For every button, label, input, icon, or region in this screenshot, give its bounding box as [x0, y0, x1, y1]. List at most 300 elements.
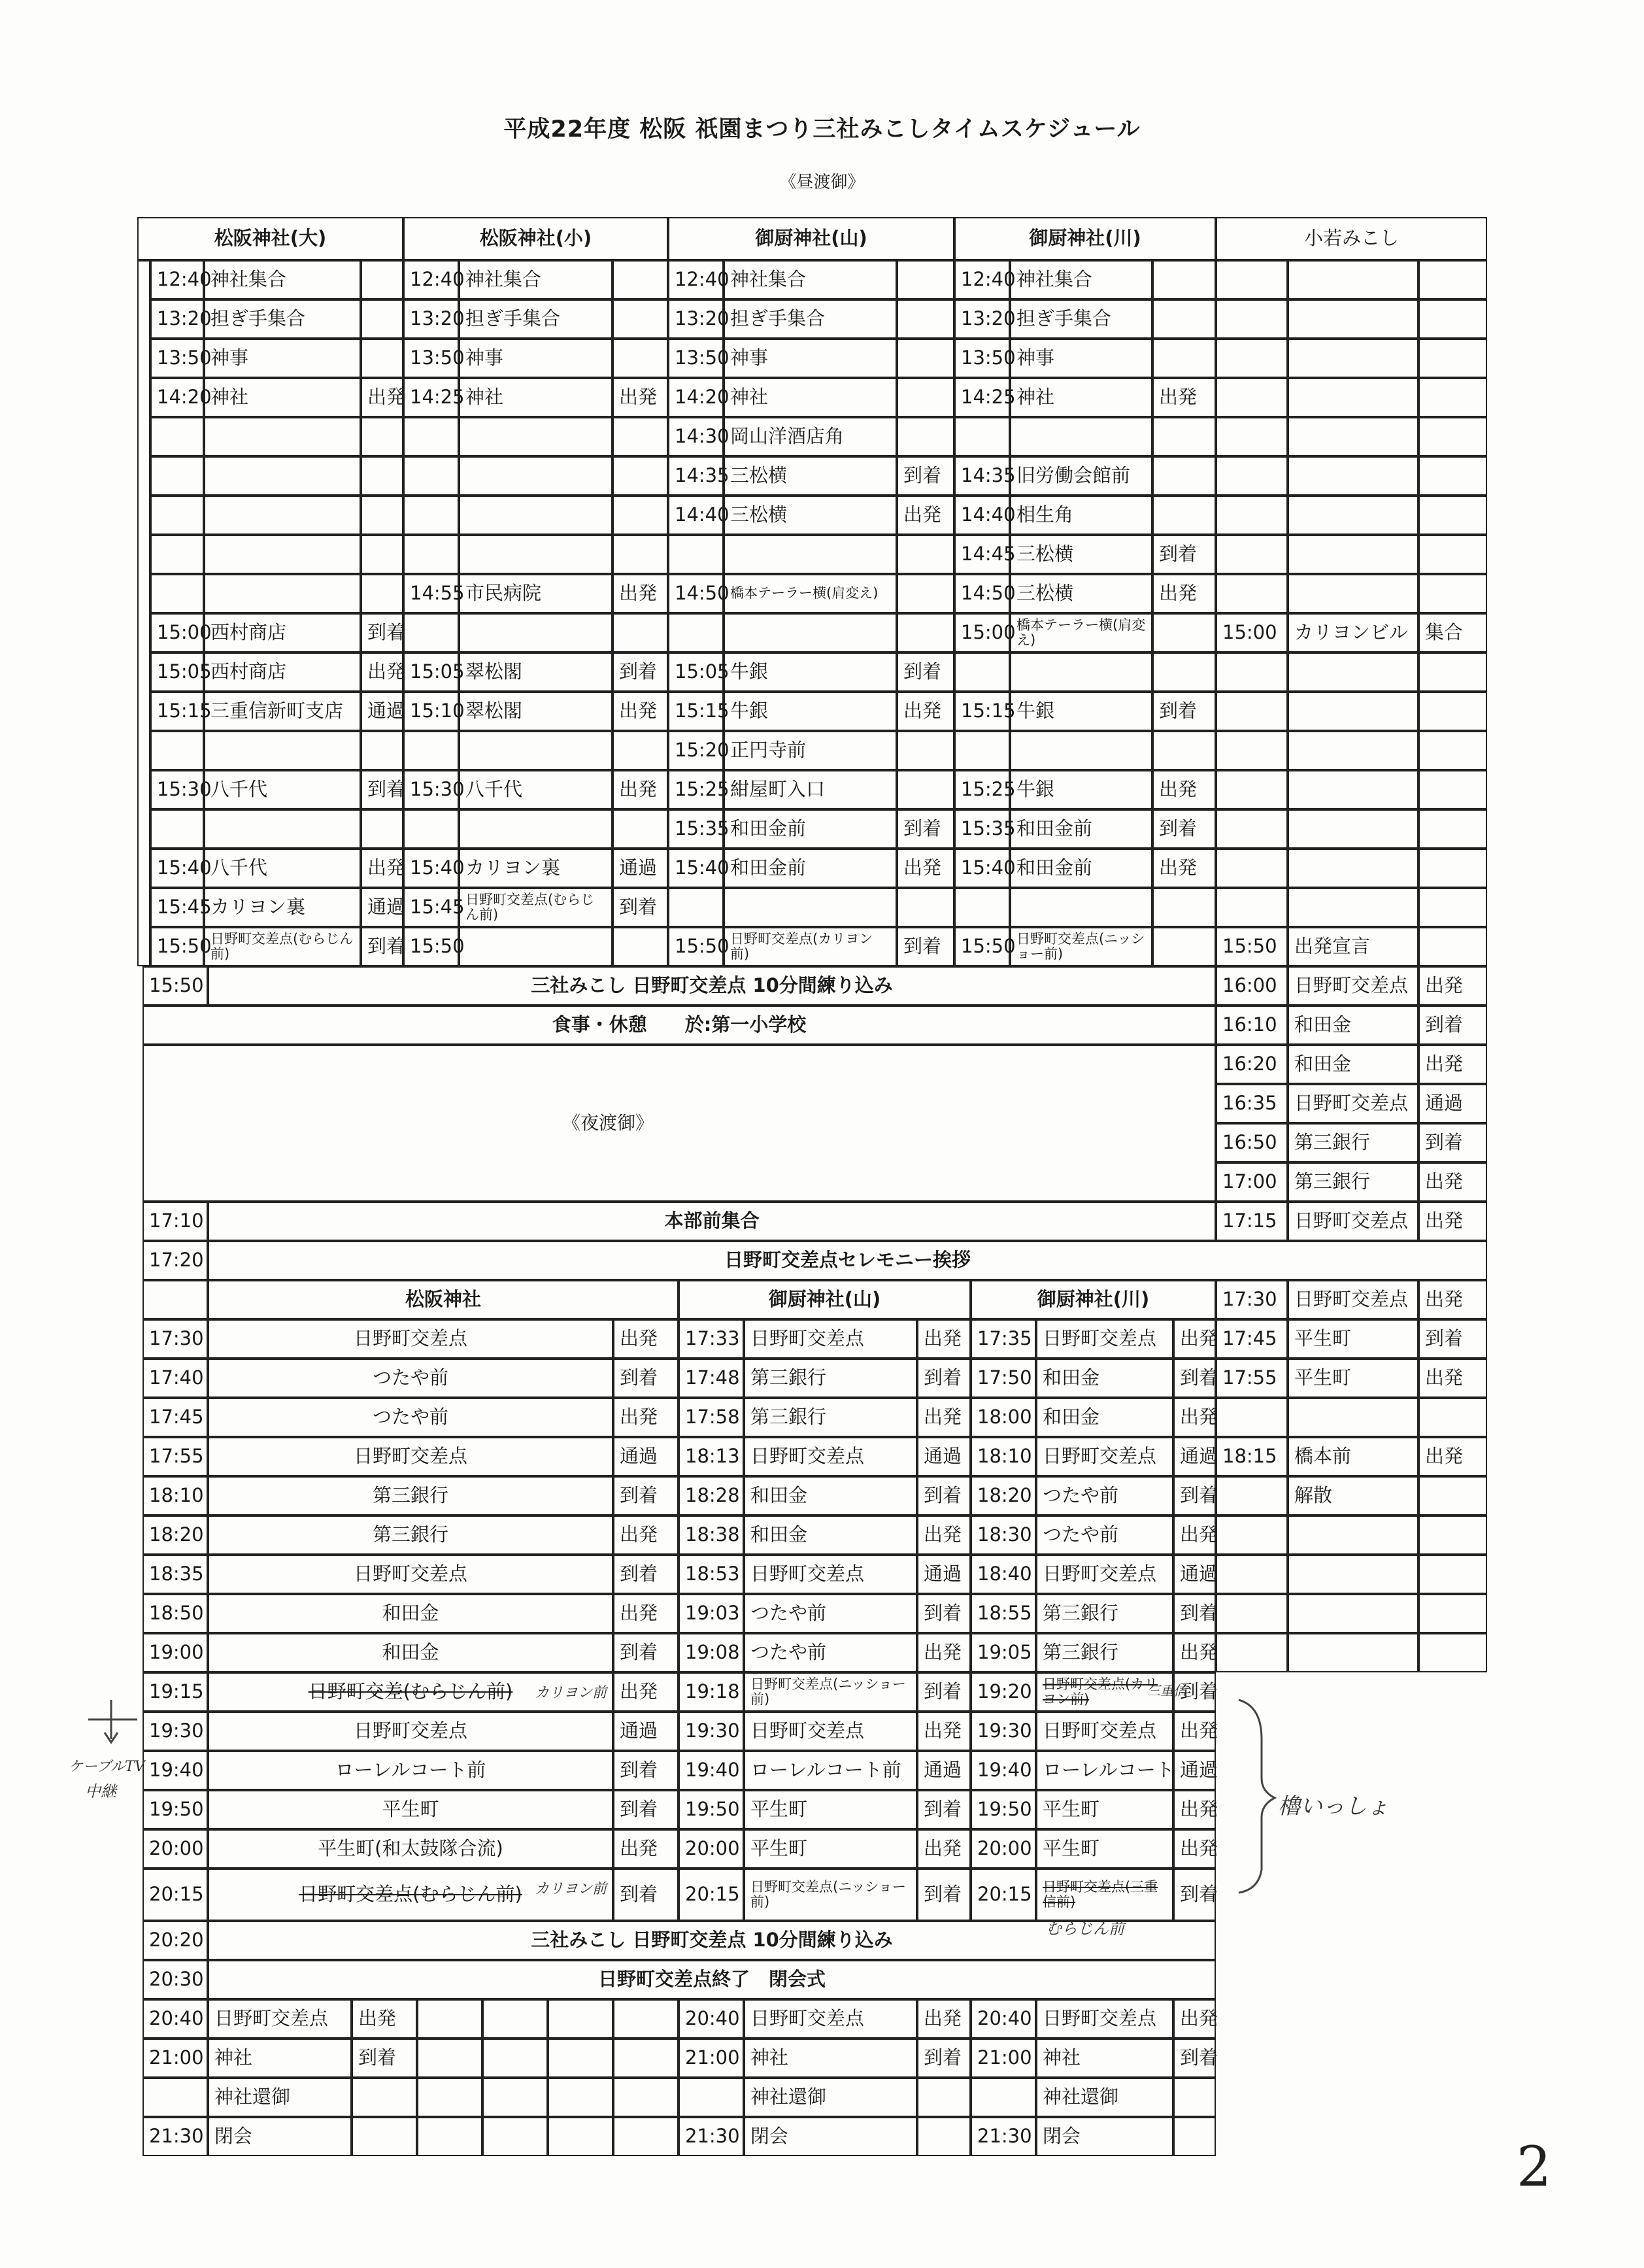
schedule-cell: 出発 — [352, 1999, 417, 2039]
schedule-cell: 17:30 — [143, 1319, 208, 1359]
schedule-cell: 集合 — [1418, 613, 1487, 652]
schedule-cell: 20:40 — [143, 1999, 208, 2039]
schedule-cell: 21:00 — [679, 2039, 744, 2078]
schedule-cell: 牛銀 — [724, 652, 897, 692]
schedule-cell: 19:40 — [143, 1751, 208, 1790]
schedule-cell: 日野町交差点 — [1036, 1555, 1173, 1594]
night-header-mikuriya-yama: 御厨神社(山) — [679, 1280, 971, 1319]
schedule-cell: 15:25 — [668, 770, 724, 809]
schedule-cell: 出発 — [917, 1999, 971, 2039]
schedule-cell: 15:35 — [668, 809, 724, 849]
banner-ceremony: 日野町交差点セレモニー挨拶 — [208, 1241, 1487, 1280]
schedule-cell: 和田金 — [208, 1633, 613, 1672]
schedule-cell: 14:30 — [668, 417, 724, 456]
banner-honbu-gather: 本部前集合 — [208, 1202, 1216, 1241]
schedule-cell: 15:50 — [1216, 927, 1288, 966]
schedule-cell: 19:20 — [971, 1672, 1036, 1712]
schedule-cell: 出発 — [1173, 1398, 1216, 1437]
schedule-cell: 和田金 — [208, 1594, 613, 1633]
handwritten-kariyon-1: カリヨン前 — [535, 1685, 607, 1701]
schedule-cell: 通過 — [917, 1437, 971, 1476]
schedule-cell: 橋本前 — [1288, 1437, 1418, 1476]
schedule-cell: 神事 — [724, 339, 897, 378]
schedule-cell: 三松横 — [724, 456, 897, 496]
schedule-cell: 日野町交差点 — [1288, 1280, 1418, 1319]
schedule-cell: 和田金 — [744, 1476, 917, 1515]
schedule-cell: 正円寺前 — [724, 731, 897, 770]
schedule-cell: 17:45 — [143, 1398, 208, 1437]
schedule-cell: 日野町交差点 — [208, 1319, 613, 1359]
schedule-cell: 20:30 — [143, 1960, 208, 1999]
schedule-cell: 和田金 — [744, 1515, 917, 1555]
schedule-cell: 担ぎ手集合 — [459, 299, 612, 339]
schedule-cell: 神社 — [208, 2039, 352, 2078]
schedule-cell: 日野町交差点(ニッショー前) — [744, 1672, 917, 1712]
schedule-cell: 出発 — [612, 692, 668, 731]
schedule-cell: 15:40 — [150, 849, 204, 888]
schedule-cell: 13:50 — [150, 339, 204, 378]
schedule-cell: 和田金 — [1288, 1045, 1418, 1084]
schedule-cell: 15:10 — [403, 692, 459, 731]
schedule-cell: 解散 — [1288, 1476, 1418, 1515]
schedule-cell: 日野町交差点(カリヨン前) — [1036, 1672, 1173, 1712]
schedule-cell: 14:35 — [668, 456, 724, 496]
schedule-cell: 神社 — [1010, 378, 1152, 417]
schedule-cell: 日野町交差点(カリヨン前) — [724, 927, 897, 966]
schedule-cell: 15:50 — [143, 966, 208, 1006]
schedule-cell: 18:20 — [143, 1515, 208, 1555]
schedule-cell: 出発 — [1173, 1999, 1216, 2039]
schedule-cell: 出発 — [613, 1672, 679, 1712]
schedule-cell: 19:08 — [679, 1633, 744, 1672]
schedule-cell: 14:25 — [403, 378, 459, 417]
schedule-cell: 14:40 — [668, 496, 724, 535]
schedule-cell: つたや前 — [1036, 1515, 1173, 1555]
schedule-cell: 到着 — [1173, 2039, 1216, 2078]
schedule-cell: カリヨン裏 — [459, 849, 612, 888]
schedule-cell: 到着 — [917, 2039, 971, 2078]
schedule-cell: 出発 — [612, 574, 668, 613]
schedule-cell: 18:55 — [971, 1594, 1036, 1633]
schedule-cell: 13:20 — [150, 299, 204, 339]
schedule-cell: 17:10 — [143, 1202, 208, 1241]
schedule-cell: 15:50 — [150, 927, 204, 966]
schedule-cell: 日野町交差点 — [744, 1555, 917, 1594]
schedule-cell: 16:20 — [1216, 1045, 1288, 1084]
schedule-cell: 担ぎ手集合 — [724, 299, 897, 339]
schedule-cell: 神事 — [204, 339, 361, 378]
schedule-cell: 神社集合 — [459, 260, 612, 299]
schedule-cell: 翠松閣 — [459, 692, 612, 731]
schedule-cell: つたや前 — [208, 1398, 613, 1437]
schedule-cell: 閉会 — [208, 2117, 352, 2156]
schedule-cell: 西村商店 — [204, 613, 361, 652]
schedule-cell: 出発 — [897, 496, 954, 535]
schedule-cell: 出発 — [917, 1829, 971, 1869]
schedule-cell: つたや前 — [1036, 1476, 1173, 1515]
schedule-cell: 19:05 — [971, 1633, 1036, 1672]
schedule-cell: 日野町交差点 — [208, 1712, 613, 1751]
schedule-cell: 18:53 — [679, 1555, 744, 1594]
schedule-cell: 16:10 — [1216, 1006, 1288, 1045]
schedule-cell: 19:00 — [143, 1633, 208, 1672]
schedule-cell: つたや前 — [744, 1594, 917, 1633]
schedule-cell: 出発 — [1152, 849, 1216, 888]
schedule-cell: 19:30 — [679, 1712, 744, 1751]
schedule-cell: 15:00 — [1216, 613, 1288, 652]
schedule-cell: 出発 — [613, 1398, 679, 1437]
schedule-cell: 19:15 — [143, 1672, 208, 1712]
schedule-cell: 出発 — [1418, 1280, 1487, 1319]
schedule-cell: 19:40 — [679, 1751, 744, 1790]
schedule-cell: 日野町交差点(むらじん前) — [208, 1869, 613, 1921]
schedule-cell: 21:30 — [971, 2117, 1036, 2156]
handwritten-arrow — [88, 1700, 137, 1742]
schedule-cell: 12:40 — [954, 260, 1010, 299]
schedule-cell: 21:00 — [971, 2039, 1036, 2078]
schedule-cell: 市民病院 — [459, 574, 612, 613]
schedule-cell: 第三銀行 — [208, 1476, 613, 1515]
schedule-cell: 第三銀行 — [1036, 1594, 1173, 1633]
schedule-cell: 18:35 — [143, 1555, 208, 1594]
schedule-cell: 出発 — [1418, 1359, 1487, 1398]
schedule-cell: 12:40 — [668, 260, 724, 299]
schedule-cell: 14:45 — [954, 535, 1010, 574]
schedule-cell: 20:40 — [679, 1999, 744, 2039]
schedule-cell: 神事 — [1010, 339, 1152, 378]
schedule-cell: 日野町交差点 — [208, 1555, 613, 1594]
schedule-cell: ローレルコート前 — [208, 1751, 613, 1790]
schedule-cell: 到着 — [1418, 1006, 1487, 1045]
schedule-cell: 到着 — [612, 652, 668, 692]
schedule-cell: 到着 — [1418, 1123, 1487, 1162]
schedule-cell: 18:30 — [971, 1515, 1036, 1555]
schedule-cell: 到着 — [917, 1476, 971, 1515]
schedule-cell: 出発 — [613, 1829, 679, 1869]
schedule-cell: 平生町 — [1036, 1790, 1173, 1829]
schedule-cell: 出発 — [1418, 1437, 1487, 1476]
schedule-cell: 17:55 — [1216, 1359, 1288, 1398]
schedule-cell: 19:03 — [679, 1594, 744, 1633]
schedule-cell: 14:20 — [150, 378, 204, 417]
schedule-cell: 到着 — [613, 1633, 679, 1672]
schedule-cell: 15:05 — [668, 652, 724, 692]
schedule-cell: 三松横 — [1010, 535, 1152, 574]
schedule-cell: 17:48 — [679, 1359, 744, 1398]
schedule-cell: 20:00 — [143, 1829, 208, 1869]
schedule-cell: 出発 — [613, 1319, 679, 1359]
schedule-cell: 出発 — [361, 652, 403, 692]
schedule-cell: 旧労働会館前 — [1010, 456, 1152, 496]
schedule-cell: 到着 — [613, 1869, 679, 1921]
schedule-cell: 到着 — [1173, 1594, 1216, 1633]
schedule-cell: 20:15 — [679, 1869, 744, 1921]
schedule-cell: 和田金前 — [1010, 849, 1152, 888]
schedule-cell: 出発 — [361, 849, 403, 888]
schedule-cell: 16:00 — [1216, 966, 1288, 1006]
schedule-cell: 牛銀 — [1010, 770, 1152, 809]
daytime-subtitle: 《昼渡御》 — [779, 173, 865, 192]
schedule-cell: 17:50 — [971, 1359, 1036, 1398]
schedule-cell: 平生町 — [1288, 1359, 1418, 1398]
schedule-cell: 出発 — [613, 1515, 679, 1555]
schedule-cell: 15:15 — [954, 692, 1010, 731]
schedule-cell: 牛銀 — [1010, 692, 1152, 731]
schedule-cell: 20:20 — [143, 1921, 208, 1960]
schedule-cell: 和田金 — [1036, 1359, 1173, 1398]
schedule-cell: 13:50 — [668, 339, 724, 378]
schedule-cell: 13:20 — [403, 299, 459, 339]
schedule-cell: 15:05 — [150, 652, 204, 692]
schedule-cell: 第三銀行 — [744, 1359, 917, 1398]
schedule-cell: 通過 — [361, 888, 403, 927]
schedule-cell: 出発 — [361, 378, 403, 417]
schedule-cell: 到着 — [897, 456, 954, 496]
schedule-cell: 到着 — [1173, 1359, 1216, 1398]
schedule-cell: 到着 — [917, 1869, 971, 1921]
schedule-cell: 日野町交差点 — [1288, 1084, 1418, 1123]
schedule-cell: 三重信新町支店 — [204, 692, 361, 731]
schedule-cell: 出発 — [1173, 1712, 1216, 1751]
page-title: 平成22年度 松阪 祇園まつり三社みこしタイムスケジュール — [503, 116, 1141, 143]
schedule-cell: 16:35 — [1216, 1084, 1288, 1123]
schedule-cell: 出発 — [917, 1712, 971, 1751]
schedule-cell: 神社集合 — [1010, 260, 1152, 299]
schedule-cell: 15:40 — [403, 849, 459, 888]
header-matsusaka-large: 松阪神社(大) — [137, 217, 403, 260]
schedule-cell: 14:50 — [954, 574, 1010, 613]
schedule-cell: 通過 — [361, 692, 403, 731]
schedule-cell: 19:50 — [679, 1790, 744, 1829]
schedule-cell: 18:10 — [971, 1437, 1036, 1476]
schedule-cell: 出発 — [1173, 1829, 1216, 1869]
schedule-cell: 出発 — [1173, 1633, 1216, 1672]
header-mikuriya-kawa: 御厨神社(川) — [954, 217, 1216, 260]
schedule-cell: 閉会 — [744, 2117, 917, 2156]
schedule-cell: つたや前 — [208, 1359, 613, 1398]
schedule-cell: 19:40 — [971, 1751, 1036, 1790]
schedule-cell: 平生町 — [1036, 1829, 1173, 1869]
schedule-cell: 出発 — [1173, 1790, 1216, 1829]
schedule-cell: 平生町 — [744, 1829, 917, 1869]
schedule-cell: 到着 — [1152, 692, 1216, 731]
schedule-cell: 牛銀 — [724, 692, 897, 731]
schedule-cell: 17:15 — [1216, 1202, 1288, 1241]
schedule-cell: 到着 — [613, 1555, 679, 1594]
schedule-cell: 出発 — [917, 1515, 971, 1555]
schedule-cell: ローレルコート前 — [744, 1751, 917, 1790]
schedule-cell: 17:33 — [679, 1319, 744, 1359]
schedule-cell: 出発宣言 — [1288, 927, 1418, 966]
schedule-cell: 18:50 — [143, 1594, 208, 1633]
schedule-cell: 出発 — [613, 1594, 679, 1633]
schedule-cell: 到着 — [1152, 809, 1216, 849]
schedule-cell: 13:20 — [954, 299, 1010, 339]
schedule-cell: 15:30 — [150, 770, 204, 809]
header-mikuriya-yama: 御厨神社(山) — [668, 217, 954, 260]
schedule-cell: 日野町交差点 — [1288, 1202, 1418, 1241]
night-header-matsusaka: 松阪神社 — [208, 1280, 679, 1319]
schedule-cell: 17:45 — [1216, 1319, 1288, 1359]
schedule-cell: 出発 — [1173, 1319, 1216, 1359]
schedule-cell: 八千代 — [459, 770, 612, 809]
schedule-cell: 日野町交差点 — [1036, 1999, 1173, 2039]
schedule-cell: 15:00 — [954, 613, 1010, 652]
handwritten-cable-tv: ケーブルTV — [69, 1759, 145, 1775]
schedule-cell: 平生町(和太鼓隊合流) — [208, 1829, 613, 1869]
schedule-cell: 18:40 — [971, 1555, 1036, 1594]
schedule-cell: 出発 — [1152, 378, 1216, 417]
schedule-cell: 15:30 — [403, 770, 459, 809]
schedule-cell: 20:00 — [971, 1829, 1036, 1869]
schedule-cell: 19:50 — [971, 1790, 1036, 1829]
handwritten-relay: 中継 — [85, 1782, 116, 1801]
schedule-cell: 15:15 — [668, 692, 724, 731]
schedule-cell: 神社還御 — [744, 2078, 917, 2117]
schedule-cell: 出発 — [917, 1633, 971, 1672]
schedule-cell: 日野町交差点 — [208, 1437, 613, 1476]
schedule-cell: 15:50 — [403, 927, 459, 966]
schedule-cell: 到着 — [613, 1751, 679, 1790]
schedule-cell: 神社 — [1036, 2039, 1173, 2078]
banner-nerikomi-night: 三社みこし 日野町交差点 10分間練り込み — [208, 1921, 1216, 1960]
schedule-cell: 到着 — [1173, 1476, 1216, 1515]
schedule-cell: 15:15 — [150, 692, 204, 731]
schedule-cell: 第三銀行 — [744, 1398, 917, 1437]
schedule-cell: 14:20 — [668, 378, 724, 417]
schedule-cell: 神社 — [744, 2039, 917, 2078]
header-kowaka-mikoshi: 小若みこし — [1216, 217, 1487, 260]
schedule-cell: ローレルコート — [1036, 1751, 1173, 1790]
night-header-mikuriya-kawa: 御厨神社(川) — [971, 1280, 1216, 1319]
schedule-cell: 17:30 — [1216, 1280, 1288, 1319]
schedule-cell: 15:40 — [668, 849, 724, 888]
schedule-cell: 19:18 — [679, 1672, 744, 1712]
schedule-cell: 15:50 — [668, 927, 724, 966]
schedule-cell: 15:45 — [150, 888, 204, 927]
page-number: 2 — [1517, 2135, 1552, 2199]
schedule-cell: 20:15 — [143, 1869, 208, 1921]
schedule-cell: 日野町交差点 — [744, 1319, 917, 1359]
schedule-cell: 到着 — [613, 1476, 679, 1515]
schedule-cell: 到着 — [897, 809, 954, 849]
schedule-cell: 到着 — [917, 1790, 971, 1829]
handwritten-sanju: 三重信 — [1147, 1683, 1186, 1699]
schedule-cell: 17:00 — [1216, 1162, 1288, 1202]
schedule-cell: 日野町交差点(三重信前) — [1036, 1869, 1173, 1921]
schedule-cell: 15:40 — [954, 849, 1010, 888]
schedule-cell: 15:20 — [668, 731, 724, 770]
schedule-cell: 和田金 — [1288, 1006, 1418, 1045]
schedule-cell: つたや前 — [744, 1633, 917, 1672]
handwritten-kariyon-2: カリヨン前 — [535, 1881, 607, 1897]
schedule-cell: 出発 — [1418, 1202, 1487, 1241]
schedule-cell: 出発 — [897, 849, 954, 888]
schedule-cell: 担ぎ手集合 — [204, 299, 361, 339]
schedule-cell: 14:25 — [954, 378, 1010, 417]
schedule-cell: 日野町交差点 — [1036, 1437, 1173, 1476]
schedule-cell: 20:40 — [971, 1999, 1036, 2039]
night-subtitle: 《夜渡御》 — [562, 1112, 654, 1134]
schedule-cell: 日野町交差点 — [744, 1437, 917, 1476]
schedule-cell: 18:38 — [679, 1515, 744, 1555]
banner-closing: 日野町交差点終了 閉会式 — [208, 1960, 1216, 1999]
schedule-cell: 翠松閣 — [459, 652, 612, 692]
schedule-cell: 17:58 — [679, 1398, 744, 1437]
schedule-cell: 17:35 — [971, 1319, 1036, 1359]
schedule-cell: 16:50 — [1216, 1123, 1288, 1162]
schedule-cell: 到着 — [1152, 535, 1216, 574]
schedule-cell: 18:10 — [143, 1476, 208, 1515]
schedule-cell: 出発 — [612, 378, 668, 417]
schedule-cell: 出発 — [897, 692, 954, 731]
schedule-cell: 出発 — [917, 1398, 971, 1437]
schedule-cell: 和田金前 — [724, 849, 897, 888]
schedule-cell: 到着 — [1173, 1869, 1216, 1921]
schedule-cell: 神社 — [724, 378, 897, 417]
schedule-cell: 日野町交差点(むらじん前) — [459, 888, 612, 927]
handwritten-together: 櫓いっしょ — [1278, 1793, 1389, 1819]
schedule-cell: 神社集合 — [204, 260, 361, 299]
schedule-cell: 西村商店 — [204, 652, 361, 692]
schedule-cell: 13:50 — [954, 339, 1010, 378]
schedule-cell: 橋本テーラー横(肩変え) — [724, 574, 897, 613]
schedule-cell: 20:00 — [679, 1829, 744, 1869]
schedule-cell: 相生角 — [1010, 496, 1152, 535]
schedule-cell: 15:35 — [954, 809, 1010, 849]
schedule-cell: 出発 — [1418, 966, 1487, 1006]
schedule-cell: 橋本テーラー横(肩変え) — [1010, 613, 1152, 652]
schedule-cell: 14:40 — [954, 496, 1010, 535]
schedule-cell: 21:00 — [143, 2039, 208, 2078]
schedule-cell: 和田金 — [1036, 1398, 1173, 1437]
schedule-cell: 到着 — [897, 927, 954, 966]
schedule-cell: 日野町交差点(ニッショー前) — [744, 1869, 917, 1921]
schedule-cell: 通過 — [1173, 1751, 1216, 1790]
schedule-cell: 18:28 — [679, 1476, 744, 1515]
schedule-cell: 17:20 — [143, 1241, 208, 1280]
schedule-cell: 通過 — [1173, 1555, 1216, 1594]
schedule-cell: 到着 — [361, 770, 403, 809]
schedule-cell: 13:50 — [403, 339, 459, 378]
schedule-cell: 紺屋町入口 — [724, 770, 897, 809]
schedule-cell: 通過 — [1418, 1084, 1487, 1123]
schedule-cell: 出発 — [917, 1319, 971, 1359]
schedule-cell: 日野町交差点 — [208, 1999, 352, 2039]
banner-meal-break: 食事・休憩 於:第一小学校 — [143, 1006, 1216, 1045]
schedule-cell: 到着 — [612, 888, 668, 927]
schedule-cell: 出発 — [1418, 1162, 1487, 1202]
schedule-cell: カリヨンビル — [1288, 613, 1418, 652]
schedule-cell: 到着 — [917, 1594, 971, 1633]
schedule-cell: 出発 — [1152, 574, 1216, 613]
schedule-cell: 第三銀行 — [1288, 1123, 1418, 1162]
schedule-cell: 第三銀行 — [208, 1515, 613, 1555]
schedule-cell: 13:20 — [668, 299, 724, 339]
schedule-cell: 到着 — [1173, 1672, 1216, 1712]
schedule-cell: 到着 — [352, 2039, 417, 2078]
schedule-cell: 担ぎ手集合 — [1010, 299, 1152, 339]
schedule-cell: 到着 — [1418, 1319, 1487, 1359]
schedule-cell: 八千代 — [204, 770, 361, 809]
schedule-cell: 17:40 — [143, 1359, 208, 1398]
schedule-cell: 神社還御 — [208, 2078, 352, 2117]
schedule-cell: 神社 — [459, 378, 612, 417]
schedule-cell: 八千代 — [204, 849, 361, 888]
schedule-cell: カリヨン裏 — [204, 888, 361, 927]
banner-nerikomi-day: 三社みこし 日野町交差点 10分間練り込み — [208, 966, 1216, 1006]
schedule-cell: 神社 — [204, 378, 361, 417]
